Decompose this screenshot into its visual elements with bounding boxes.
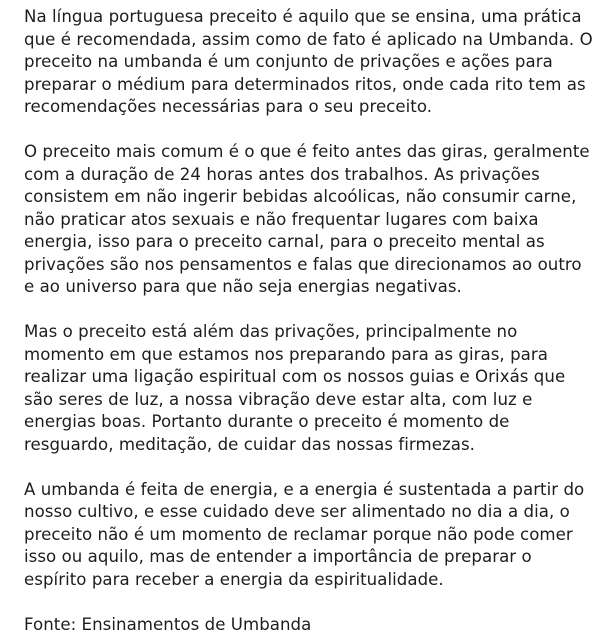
text-line: que é recomendada, assim como de fato é aplicado na Umbanda. O — [24, 29, 590, 52]
text-line: preceito na umbanda é um conjunto de privações e ações para — [24, 51, 590, 74]
text-line: A umbanda é feita de energia, e a energia é sustentada a partir do — [24, 479, 590, 502]
paragraph-1 — [24, 6, 590, 119]
text-line: e ao universo para que não seja energias negativas. — [24, 276, 590, 299]
source-citation: Fonte: Ensinamentos de Umbanda — [24, 614, 590, 636]
text-line: nosso cultivo, e esse cuidado deve ser alimentado no dia a dia, o — [24, 501, 590, 524]
paragraph-3 — [24, 321, 590, 456]
text-line: espírito para receber a energia da espiritualidade. — [24, 569, 590, 592]
text-line: resguardo, meditação, de cuidar das nossas firmezas. — [24, 434, 590, 457]
text-line: Na língua portuguesa preceito é aquilo que se ensina, uma prática — [24, 6, 590, 29]
text-line: realizar uma ligação espiritual com os nossos guias e Orixás que — [24, 366, 590, 389]
text-line: Mas o preceito está além das privações, principalmente no — [24, 321, 590, 344]
text-line: não praticar atos sexuais e não frequentar lugares com baixa — [24, 209, 590, 232]
paragraph-4 — [24, 479, 590, 592]
paragraph-2 — [24, 141, 590, 299]
text-line: energia, isso para o preceito carnal, para o preceito mental as — [24, 231, 590, 254]
text-line: consistem em não ingerir bebidas alcoólicas, não consumir carne, — [24, 186, 590, 209]
text-line: privações são nos pensamentos e falas que direcionamos ao outro — [24, 254, 590, 277]
document-body — [24, 6, 590, 636]
text-line: recomendações necessárias para o seu preceito. — [24, 96, 590, 119]
text-line: preceito não é um momento de reclamar porque não pode comer — [24, 524, 590, 547]
text-line: O preceito mais comum é o que é feito antes das giras, geralmente — [24, 141, 590, 164]
text-line: isso ou aquilo, mas de entender a importância de preparar o — [24, 546, 590, 569]
text-line: preparar o médium para determinados ritos, onde cada rito tem as — [24, 74, 590, 97]
text-line: com a duração de 24 horas antes dos trabalhos. As privações — [24, 164, 590, 187]
text-line: são seres de luz, a nossa vibração deve estar alta, com luz e — [24, 389, 590, 412]
text-line: energias boas. Portanto durante o preceito é momento de — [24, 411, 590, 434]
text-line: momento em que estamos nos preparando para as giras, para — [24, 344, 590, 367]
